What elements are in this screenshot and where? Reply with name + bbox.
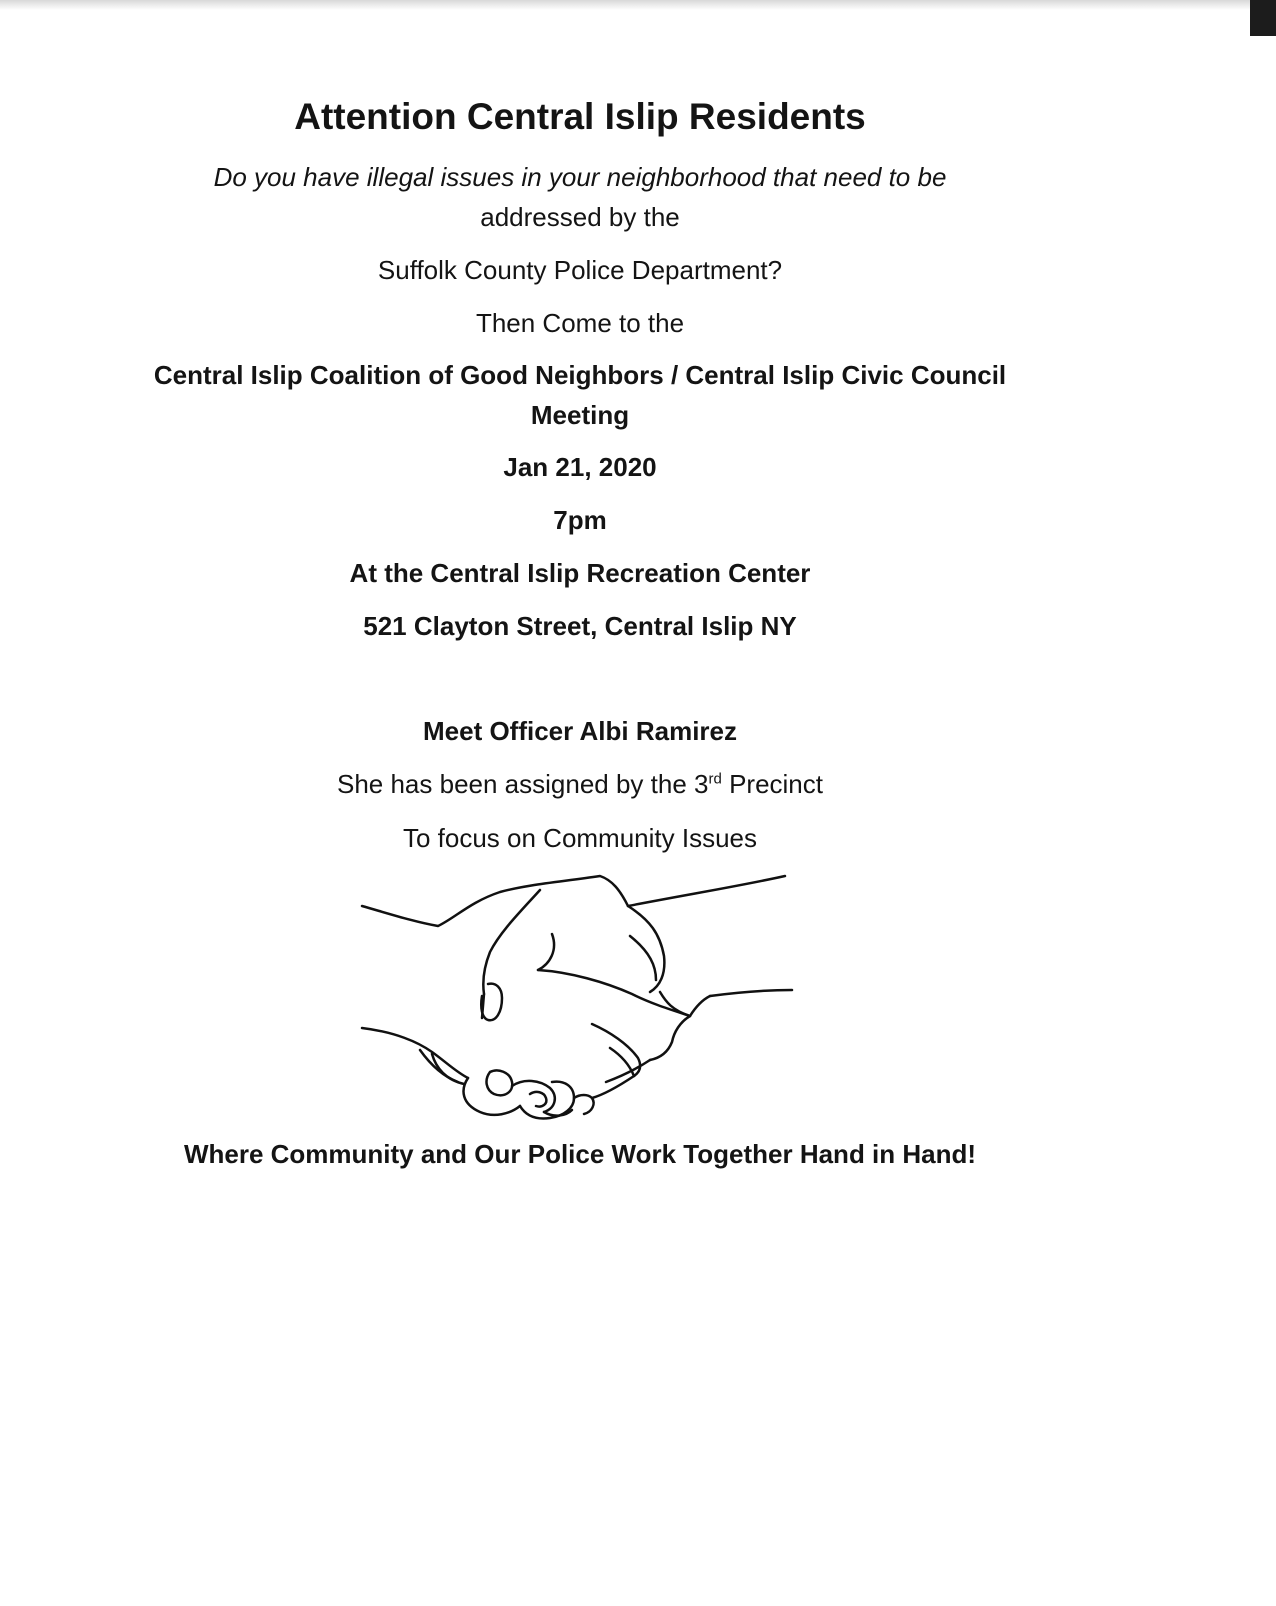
meeting-date: Jan 21, 2020: [503, 452, 657, 482]
focus-line: To focus on Community Issues: [402, 823, 758, 853]
meeting-address: 521 Clayton Street, Central Islip NY: [363, 611, 797, 641]
department-line: Suffolk County Police Department?: [377, 255, 783, 285]
assignment-suffix: Precinct: [721, 769, 823, 799]
handshake-icon: [360, 872, 800, 1142]
assignment-line: [0, 771, 1160, 797]
officer-intro: Meet Officer Albi Ramirez: [422, 716, 737, 746]
organization-line-1: Central Islip Coalition of Good Neighbors / Central Islip Civic Council: [153, 360, 1007, 390]
scan-edge: [0, 0, 1276, 10]
tagline: Where Community and Our Police Work Together Hand in Hand!: [183, 1139, 977, 1169]
then-come-line: Then Come to the: [475, 308, 685, 338]
organization-line-2: Meeting: [530, 400, 630, 430]
meeting-time: 7pm: [553, 505, 607, 535]
question-line-1: Do you have illegal issues in your neighborhood that need to be: [213, 162, 947, 192]
assignment-prefix: She has been assigned by the 3: [336, 769, 709, 799]
question-line-2: addressed by the: [480, 202, 680, 232]
page-title: Attention Central Islip Residents: [294, 96, 866, 137]
meeting-venue: At the Central Islip Recreation Center: [349, 558, 811, 588]
scan-corner-shadow: [1250, 0, 1276, 36]
ordinal-suffix: rd: [708, 770, 722, 788]
